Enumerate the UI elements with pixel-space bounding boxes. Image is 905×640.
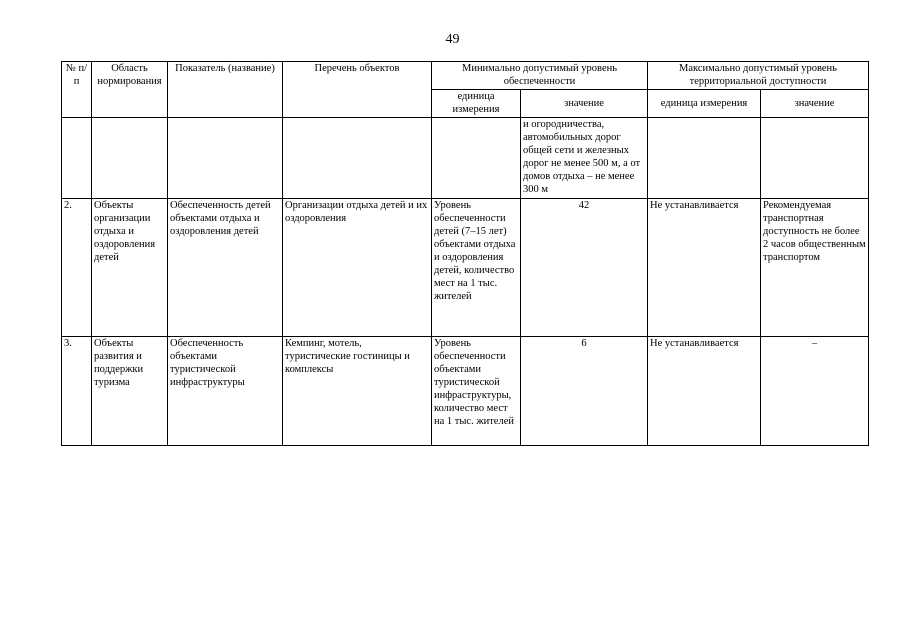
cell-min-value: 42 <box>521 199 648 337</box>
cell-max-unit <box>648 118 761 199</box>
cell-area <box>92 118 168 199</box>
cell-max-unit: Не устанавливается <box>648 199 761 337</box>
cell-num <box>62 118 92 199</box>
cell-min-unit: Уровень обеспеченности детей (7–15 лет) объектами отдыха и оздоровления детей, количество мест на 1 тыс. жителей <box>432 199 521 337</box>
table-row <box>62 118 869 199</box>
header-max-unit: единица измерения <box>648 90 761 118</box>
header-min-value: значение <box>521 90 648 118</box>
cell-min-unit <box>432 118 521 199</box>
cell-min-value: и огородничества, автомобильных дорог общей сети и железных дорог не менее 500 м, а от домов отдыха – не менее 300 м <box>521 118 648 199</box>
cell-max-value <box>761 118 869 199</box>
header-max-level: Максимально допустимый уровень территориальной доступности <box>648 62 869 90</box>
cell-objects <box>283 118 432 199</box>
header-area: Область нормирования <box>92 62 168 118</box>
cell-indicator: Обеспеченность объектами туристической инфраструктуры <box>168 337 283 446</box>
cell-area: Объекты развития и поддержки туризма <box>92 337 168 446</box>
cell-min-unit: Уровень обеспеченности объектами туристической инфраструктуры, количество мест на 1 тыс. жителей <box>432 337 521 446</box>
cell-indicator: Обеспеченность детей объектами отдыха и оздоровления детей <box>168 199 283 337</box>
cell-indicator <box>168 118 283 199</box>
header-num: № п/п <box>62 62 92 118</box>
cell-area: Объекты организации отдыха и оздоровления детей <box>92 199 168 337</box>
cell-objects: Кемпинг, мотель, туристические гостиницы и комплексы <box>283 337 432 446</box>
cell-max-unit: Не устанавливается <box>648 337 761 446</box>
cell-min-value: 6 <box>521 337 648 446</box>
page-number: 49 <box>445 32 460 47</box>
cell-max-value: – <box>761 337 869 446</box>
cell-max-value: Рекомендуемая транспортная доступность не более 2 часов общественным транспортом <box>761 199 869 337</box>
header-min-unit: единица измерения <box>432 90 521 118</box>
norms-table <box>61 61 869 446</box>
table-row <box>62 199 869 337</box>
header-min-level: Минимально допустимый уровень обеспеченности <box>432 62 648 90</box>
header-objects: Перечень объектов <box>283 62 432 118</box>
header-max-value: значение <box>761 90 869 118</box>
cell-num: 3. <box>62 337 92 446</box>
cell-num: 2. <box>62 199 92 337</box>
cell-objects: Организации отдыха детей и их оздоровления <box>283 199 432 337</box>
header-indicator: Показатель (название) <box>168 62 283 118</box>
table-row <box>62 337 869 446</box>
